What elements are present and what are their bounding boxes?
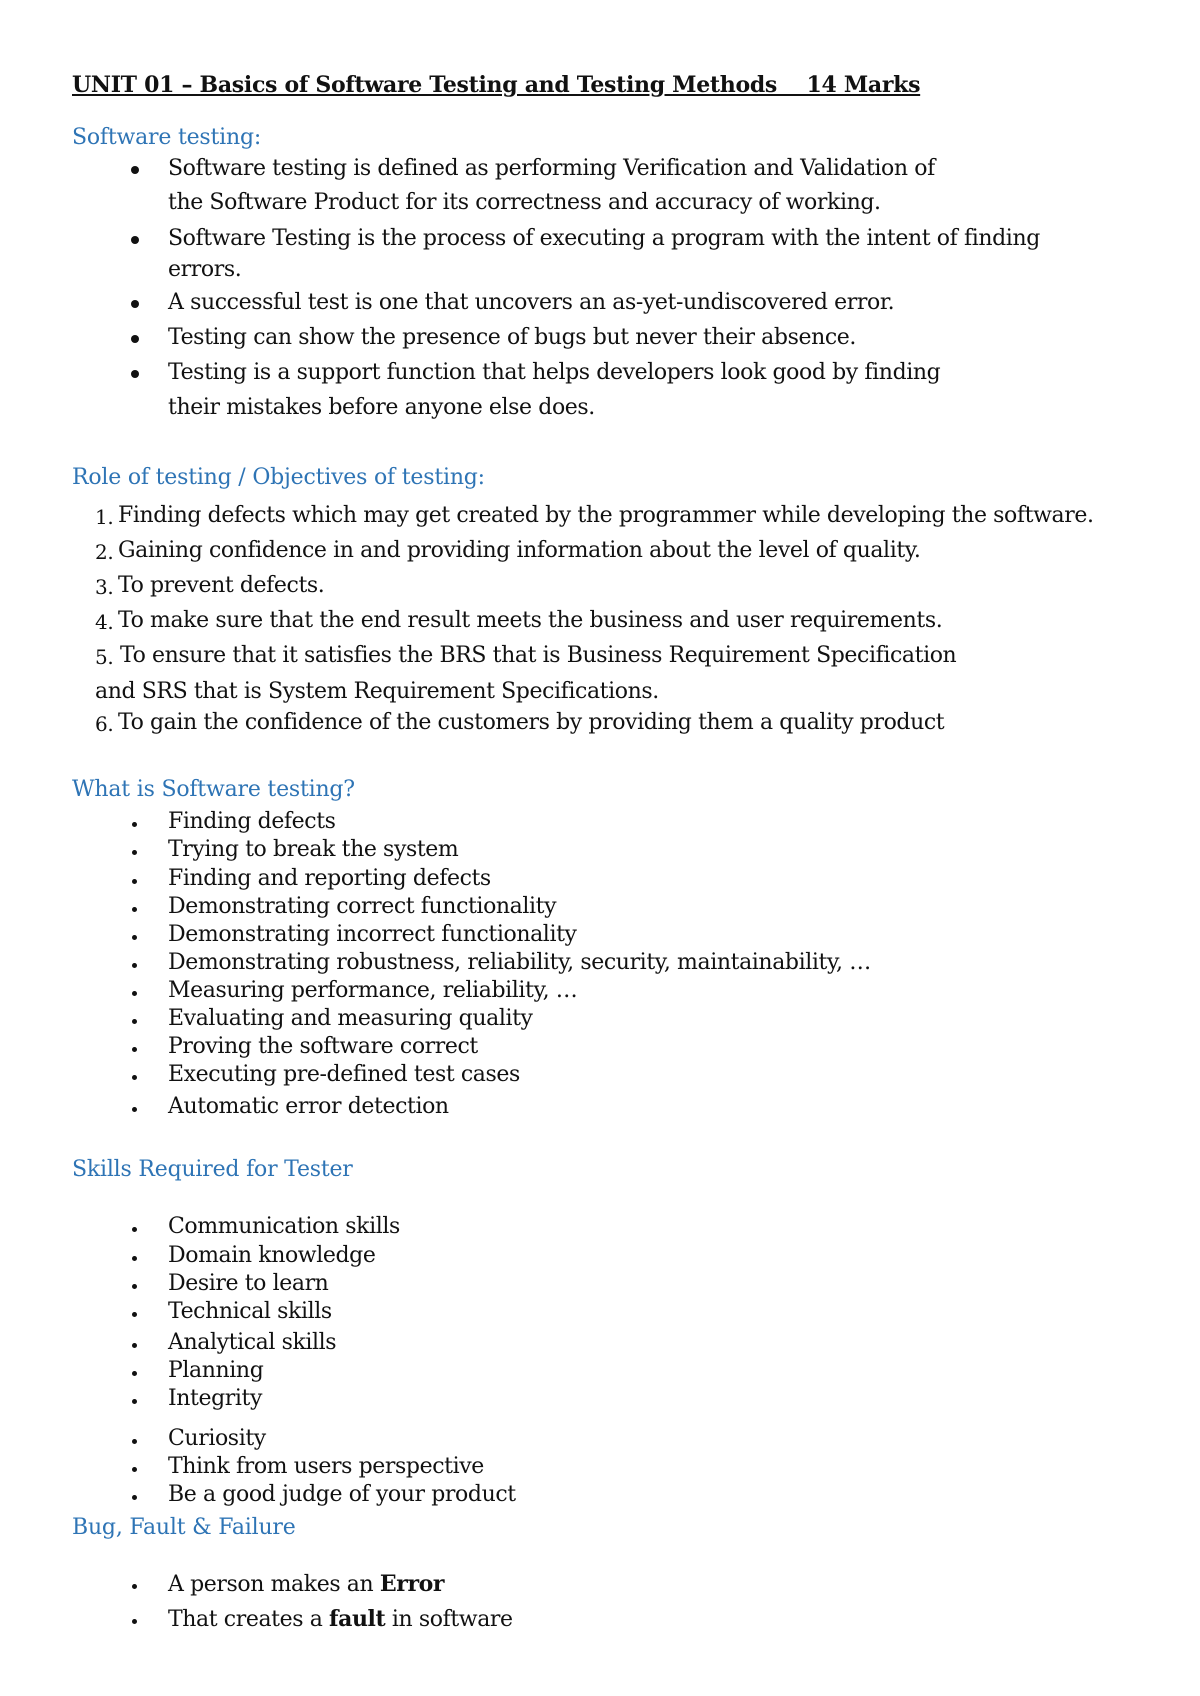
bullet-icon: [131, 166, 139, 174]
list-item: Communication skills: [168, 1214, 400, 1239]
bullet-icon: [132, 963, 137, 968]
error-text-prefix: A person makes an: [168, 1572, 380, 1597]
bullet-icon: [132, 1584, 137, 1589]
list-item: [168, 1570, 444, 1599]
list-item: To gain the confidence of the customers by providing them a quality product: [118, 710, 945, 735]
heading-what-is-software-testing: What is Software testing?: [72, 777, 355, 802]
list-item-continuation: the Software Product for its correctness and accuracy of working.: [168, 190, 881, 215]
list-item: Proving the software correct: [168, 1034, 478, 1059]
list-item: To make sure that the end result meets the business and user requirements.: [118, 608, 943, 633]
list-item: Gaining confidence in and providing information about the level of quality.: [118, 538, 921, 563]
list-number: 2.: [95, 540, 114, 564]
bullet-icon: [132, 1439, 137, 1444]
list-item: Testing can show the presence of bugs but never their absence.: [168, 325, 856, 350]
list-item: Think from users perspective: [168, 1454, 484, 1479]
bullet-icon: [132, 1075, 137, 1080]
list-item: Curiosity: [168, 1426, 266, 1451]
bullet-icon: [132, 1467, 137, 1472]
fault-term: fault: [329, 1606, 386, 1632]
fault-text-prefix: That creates a: [168, 1607, 330, 1632]
bullet-icon: [131, 335, 139, 343]
list-item: Executing pre-defined test cases: [168, 1062, 520, 1087]
bullet-icon: [132, 991, 137, 996]
heading-skills-required: Skills Required for Tester: [72, 1157, 353, 1182]
heading-bug-fault-failure: Bug, Fault & Failure: [72, 1515, 296, 1540]
bullet-icon: [132, 879, 137, 884]
bullet-icon: [132, 822, 137, 827]
bullet-icon: [132, 1284, 137, 1289]
list-item: Desire to learn: [168, 1271, 329, 1296]
list-item: To prevent defects.: [118, 573, 325, 598]
list-item: Finding defects which may get created by the programmer while developing the software.: [118, 503, 1094, 528]
list-number: 1.: [95, 505, 114, 529]
list-item: Trying to break the system: [168, 837, 459, 862]
bullet-icon: [132, 850, 137, 855]
bullet-icon: [132, 935, 137, 940]
list-item: Be a good judge of your product: [168, 1482, 516, 1507]
list-item: Technical skills: [168, 1299, 332, 1324]
bullet-icon: [132, 1343, 137, 1348]
list-item: Integrity: [168, 1386, 263, 1411]
list-item: Demonstrating robustness, reliability, security, maintainability, …: [168, 950, 871, 975]
list-item: Planning: [168, 1358, 264, 1383]
unit-title: UNIT 01 – Basics of Software Testing and Testing Methods 14 Marks: [72, 72, 921, 98]
bullet-icon: [132, 907, 137, 912]
heading-role-of-testing: Role of testing / Objectives of testing:: [72, 465, 485, 490]
bullet-icon: [132, 1107, 137, 1112]
heading-software-testing: Software testing:: [72, 125, 262, 150]
bullet-icon: [131, 236, 139, 244]
list-item: [168, 1605, 513, 1634]
list-item: Software testing is defined as performing Verification and Validation of: [168, 156, 935, 181]
bullet-icon: [131, 370, 139, 378]
list-number: 5.: [95, 645, 114, 669]
list-item: Domain knowledge: [168, 1243, 376, 1268]
fault-text-suffix: in software: [385, 1607, 513, 1632]
bullet-icon: [132, 1619, 137, 1624]
bullet-icon: [131, 300, 139, 308]
list-item: To ensure that it satisfies the BRS that is Business Requirement Specification: [120, 643, 957, 668]
bullet-icon: [132, 1019, 137, 1024]
bullet-icon: [132, 1495, 137, 1500]
list-item: Analytical skills: [168, 1330, 337, 1355]
list-number: 4.: [95, 610, 114, 634]
list-item-continuation: and SRS that is System Requirement Specifications.: [95, 679, 659, 704]
bullet-icon: [132, 1399, 137, 1404]
bullet-icon: [132, 1047, 137, 1052]
bullet-icon: [132, 1227, 137, 1232]
list-item: Demonstrating incorrect functionality: [168, 922, 577, 947]
list-item: Measuring performance, reliability, …: [168, 978, 578, 1003]
list-item-continuation: errors.: [168, 257, 242, 282]
error-term: Error: [379, 1571, 445, 1597]
list-item: Automatic error detection: [168, 1094, 449, 1119]
list-item: Finding and reporting defects: [168, 866, 491, 891]
list-number: 3.: [95, 575, 114, 599]
list-item: Finding defects: [168, 809, 336, 834]
list-item: Testing is a support function that helps developers look good by finding: [168, 360, 941, 385]
bullet-icon: [132, 1371, 137, 1376]
bullet-icon: [132, 1312, 137, 1317]
list-item: Demonstrating correct functionality: [168, 894, 557, 919]
list-item-continuation: their mistakes before anyone else does.: [168, 395, 595, 420]
bullet-icon: [132, 1256, 137, 1261]
list-item: Software Testing is the process of executing a program with the intent of finding: [168, 226, 1040, 251]
list-number: 6.: [95, 712, 114, 736]
list-item: A successful test is one that uncovers an as-yet-undiscovered error.: [168, 290, 895, 315]
list-item: Evaluating and measuring quality: [168, 1006, 533, 1031]
